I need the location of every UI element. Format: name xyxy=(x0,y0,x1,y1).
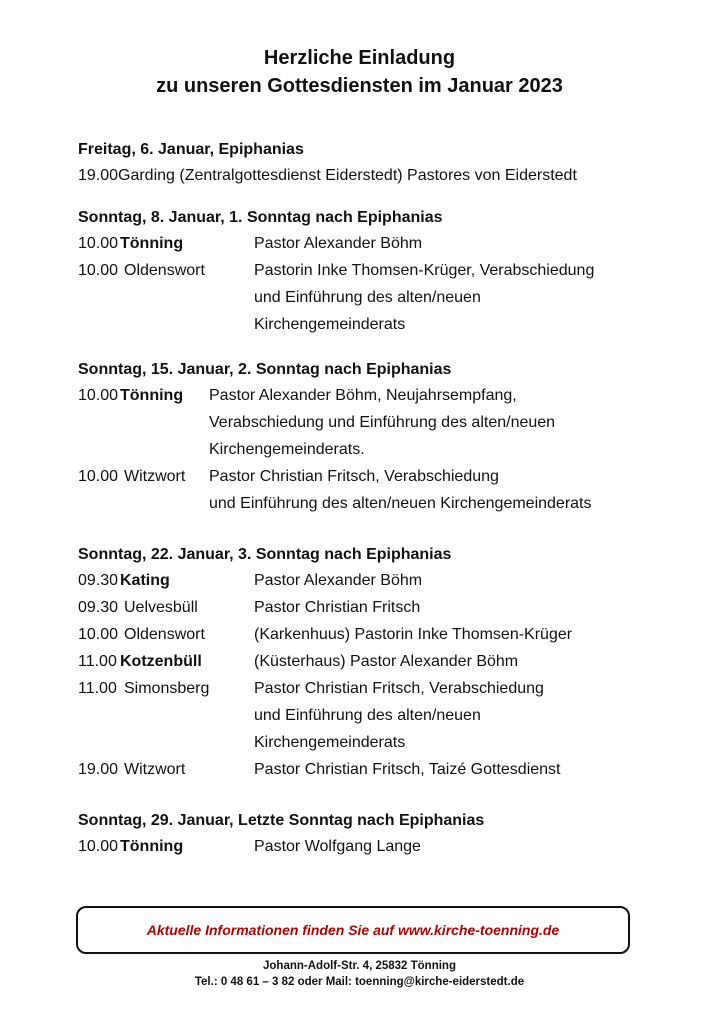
description-line: Pastor Christian Fritsch, Verabschiedung xyxy=(209,468,499,485)
description-line: Garding (Zentralgottesdienst Eiderstedt) Pastores von Eiderstedt xyxy=(118,167,577,184)
description-line: Pastor Alexander Böhm, Neujahrsempfang, xyxy=(209,387,517,404)
service-time: 19.00 xyxy=(78,167,119,184)
description-line: Pastor Alexander Böhm xyxy=(254,235,423,252)
description-line: und Einführung des alten/neuen xyxy=(254,289,481,306)
service-section-jan-29 xyxy=(78,811,678,860)
service-place: Simonsberg xyxy=(124,680,210,697)
service-description xyxy=(209,382,678,463)
service-place: Witzwort xyxy=(124,761,186,778)
service-description xyxy=(254,567,678,594)
service-place: Witzwort xyxy=(124,468,186,485)
service-place: Oldenswort xyxy=(124,262,205,279)
description-line: und Einführung des alten/neuen xyxy=(254,707,481,724)
service-time: 09.30 xyxy=(78,572,119,589)
service-time: 19.00 xyxy=(78,761,119,778)
service-description xyxy=(254,648,678,675)
service-description xyxy=(254,621,678,648)
service-description xyxy=(254,257,678,338)
service-time: 10.00 xyxy=(78,838,119,855)
description-line: Pastor Alexander Böhm xyxy=(254,572,423,589)
service-description xyxy=(209,463,678,517)
section-heading: Freitag, 6. Januar, Epiphanias xyxy=(78,141,304,158)
service-time: 10.00 xyxy=(78,626,119,643)
service-row xyxy=(78,675,678,756)
section-heading: Sonntag, 8. Januar, 1. Sonntag nach Epiphanias xyxy=(78,209,443,226)
service-row xyxy=(78,621,678,648)
service-row xyxy=(78,648,678,675)
service-row xyxy=(78,756,678,783)
service-section-jan-6 xyxy=(78,140,678,189)
service-description xyxy=(254,833,678,860)
service-row xyxy=(78,567,678,594)
service-row xyxy=(78,230,678,257)
service-place: Kotzenbüll xyxy=(120,653,202,670)
footer-address: Johann-Adolf-Str. 4, 25832 Tönning xyxy=(263,960,456,972)
info-box xyxy=(76,906,630,954)
service-section-jan-22 xyxy=(78,545,678,783)
description-line: (Karkenhuus) Pastorin Inke Thomsen-Krüger xyxy=(254,626,573,643)
description-line: Pastor Christian Fritsch, Taizé Gottesdienst xyxy=(254,761,561,778)
description-line: und Einführung des alten/neuen Kirchengemeinderats xyxy=(209,495,592,512)
website-info-text[interactable]: Aktuelle Informationen finden Sie auf www.kirche-toenning.de xyxy=(146,922,560,938)
description-line: Verabschiedung und Einführung des alten/neuen xyxy=(209,414,556,431)
service-row xyxy=(78,162,678,189)
service-section-jan-15 xyxy=(78,360,678,517)
description-line: Pastor Wolfgang Lange xyxy=(254,838,421,855)
service-row xyxy=(78,463,678,517)
service-row xyxy=(78,382,678,463)
service-description xyxy=(118,162,678,189)
service-description xyxy=(254,230,678,257)
service-time: 10.00 xyxy=(78,235,119,252)
description-line: Pastorin Inke Thomsen-Krüger, Verabschiedung xyxy=(254,262,595,279)
footer-contact: Tel.: 0 48 61 – 3 82 oder Mail: toenning@kirche-eiderstedt.de xyxy=(194,976,525,988)
description-line: (Küsterhaus) Pastor Alexander Böhm xyxy=(254,653,519,670)
service-description xyxy=(254,594,678,621)
service-place: Tönning xyxy=(120,387,184,404)
service-description xyxy=(254,756,678,783)
page-title: Herzliche Einladung xyxy=(263,47,456,69)
service-description xyxy=(254,675,678,756)
description-line: Pastor Christian Fritsch xyxy=(254,599,421,616)
service-place: Uelvesbüll xyxy=(124,599,198,616)
section-heading: Sonntag, 15. Januar, 2. Sonntag nach Epiphanias xyxy=(78,361,452,378)
service-row xyxy=(78,257,678,338)
description-line: Kirchengemeinderats xyxy=(254,316,406,333)
service-place: Tönning xyxy=(120,838,184,855)
service-section-jan-8 xyxy=(78,208,678,338)
service-time: 10.00 xyxy=(78,387,119,404)
description-line: Pastor Christian Fritsch, Verabschiedung xyxy=(254,680,544,697)
page-subtitle: zu unseren Gottesdiensten im Januar 2023 xyxy=(156,75,563,97)
section-heading: Sonntag, 29. Januar, Letzte Sonntag nach Epiphanias xyxy=(78,812,485,829)
service-time: 11.00 xyxy=(78,680,117,697)
service-row xyxy=(78,833,678,860)
service-place: Kating xyxy=(120,572,170,589)
service-time: 10.00 xyxy=(78,262,119,279)
description-line: Kirchengemeinderats xyxy=(254,734,406,751)
description-line: Kirchengemeinderats. xyxy=(209,441,365,458)
section-heading: Sonntag, 22. Januar, 3. Sonntag nach Epiphanias xyxy=(78,546,452,563)
service-place: Oldenswort xyxy=(124,626,205,643)
service-row xyxy=(78,594,678,621)
service-time: 09.30 xyxy=(78,599,119,616)
service-place: Tönning xyxy=(120,235,184,252)
service-time: 10.00 xyxy=(78,468,119,485)
service-time: 11.00 xyxy=(78,653,117,670)
